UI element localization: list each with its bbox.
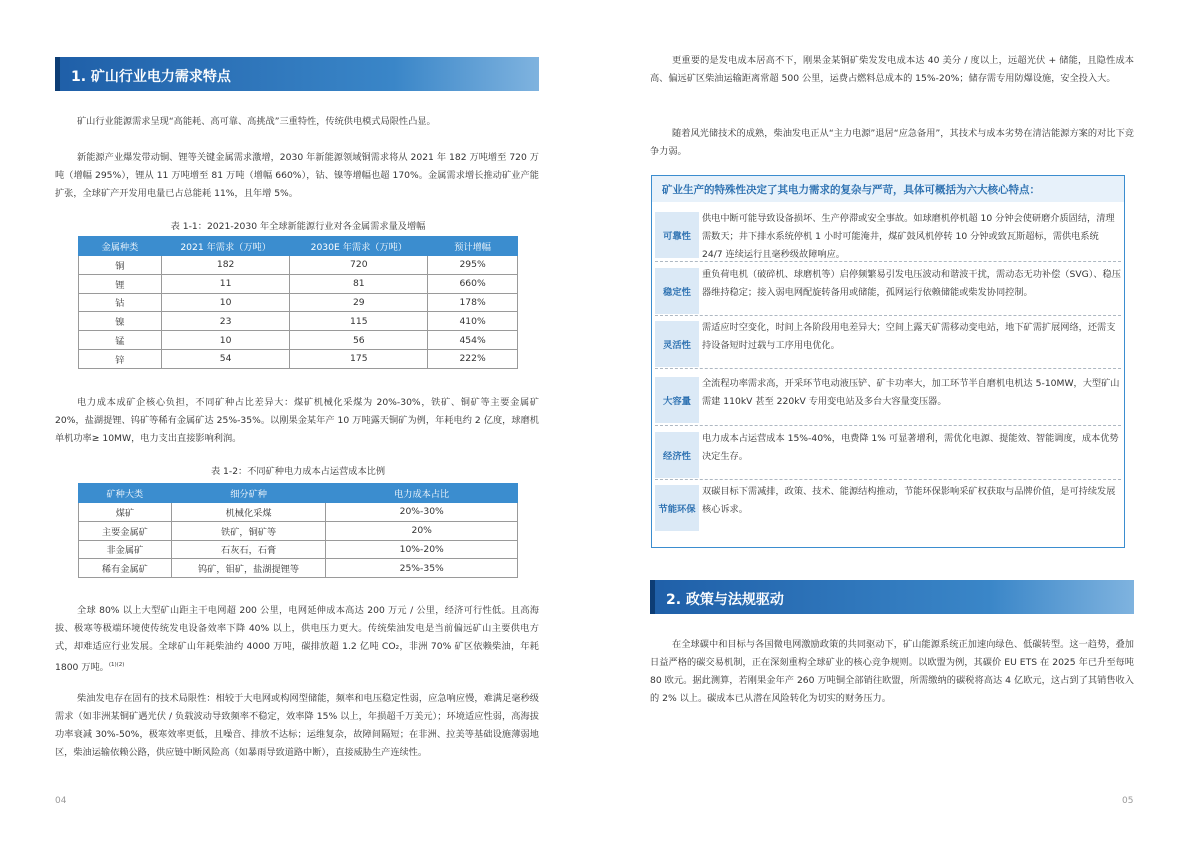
feature-divider — [655, 368, 1121, 369]
table-cell: 10 — [161, 293, 290, 312]
table-cell: 稀有金属矿 — [79, 559, 172, 578]
column-header: 电力成本占比 — [326, 484, 518, 503]
table-row — [79, 312, 518, 331]
feature-row — [652, 481, 1124, 533]
table-row — [79, 521, 518, 540]
table-row — [79, 274, 518, 293]
table-cell: 非金属矿 — [79, 540, 172, 559]
page-number: 05 — [1122, 796, 1134, 806]
table-cell: 222% — [428, 349, 518, 368]
section-title-1 — [55, 57, 539, 91]
table1-caption: 表 1-1：2021-2030 年全球新能源行业对各金属需求量及增幅 — [170, 221, 426, 232]
table-cell: 660% — [428, 274, 518, 293]
feature-row — [652, 373, 1124, 424]
table-cell: 175 — [290, 349, 428, 368]
section-title-2 — [650, 580, 1134, 614]
feature-label: 稳定性 — [655, 268, 699, 314]
feature-row — [652, 317, 1124, 367]
column-header: 金属种类 — [79, 237, 162, 256]
table-cell: 410% — [428, 312, 518, 331]
table-cell: 25%-35% — [326, 559, 518, 578]
feature-divider — [655, 315, 1121, 316]
table-row — [79, 349, 518, 368]
table2-caption: 表 1-2：不同矿种电力成本占运营成本比例 — [210, 466, 386, 477]
feature-divider — [655, 479, 1121, 480]
feature-row — [652, 428, 1124, 478]
diesel-cost-paragraph: 更重要的是发电成本居高不下，刚果金某铜矿柴发发电成本达 40 美分 / 度以上，远超光伏 + 储能，且隐性成本高、偏远矿区柴油运输距离常超 500 公里，运费占燃料总成本的 15%-20%；储存需专用防爆设施，安全投入大。 — [650, 55, 1134, 84]
table-cell: 20% — [326, 521, 518, 540]
table-cell: 锰 — [79, 331, 162, 350]
table-cell: 178% — [428, 293, 518, 312]
feature-text: 重负荷电机（破碎机、球磨机等）启停频繁易引发电压波动和谐波干扰，需动态无功补偿（SVG）、稳压器维持稳定；接入弱电网配旋转备用或储能，孤网运行依赖储能或柴发协同控制。 — [702, 269, 1121, 298]
table-cell: 10 — [161, 331, 290, 350]
core-features-box — [651, 175, 1125, 548]
feature-text: 需适应时空变化，时间上各阶段用电差异大；空间上露天矿需移动变电站，地下矿需扩展网络，还需支持设备短时过载与工序用电优化。 — [702, 322, 1116, 351]
policy-paragraph: 在全球碳中和目标与各国微电网激励政策的共同驱动下，矿山能源系统正加速向绿色、低碳转型。这一趋势，叠加日益严格的碳交易机制，正在深刻重构全球矿业的核心竞争规则。以欧盟为例，其碳价 EU ETS 在 2025 年已升至每吨 80 欧元。据此测算，若刚果金年产 260 万吨铜全部销往欧盟，所需缴纳的碳税将高达 4 亿欧元，这占到了其销售收入的 2% 以上。碳成本已从潜在风险转化为切实的财务压力。 — [650, 639, 1134, 704]
section-title-text: 2. 政策与法规驱动 — [666, 592, 784, 608]
table-row — [79, 293, 518, 312]
table-cell: 锌 — [79, 349, 162, 368]
table-header-row — [79, 237, 518, 256]
column-header: 2021 年需求（万吨） — [161, 237, 290, 256]
feature-label: 灵活性 — [655, 321, 699, 367]
table-cell: 煤矿 — [79, 503, 172, 522]
table-cell: 81 — [290, 274, 428, 293]
feature-divider — [655, 261, 1121, 262]
feature-text: 电力成本占运营成本 15%-40%，电费降 1% 可显著增利，需优化电源、提能效、智能调度，成本优势决定生存。 — [702, 433, 1119, 462]
table-cell: 295% — [428, 256, 518, 275]
table-row — [79, 540, 518, 559]
right-page — [595, 0, 1190, 841]
features-heading: 矿业生产的特殊性决定了其电力需求的复杂与严苛，具体可概括为六大核心特点： — [652, 176, 1124, 202]
intro-paragraph: 矿山行业能源需求呈现“高能耗、高可靠、高挑战”三重特性，传统供电模式局限性凸显。 — [77, 116, 436, 127]
cost-paragraph: 电力成本成矿企核心负担，不同矿种占比差异大：煤矿机械化采煤为 20%-30%，铁矿、铜矿等主要金属矿 20%，盐湖提锂、钨矿等稀有金属矿达 25%-35%。以刚果金某年产 10 万吨露天铜矿为例，年耗电约 2 亿度，球磨机单机功率≥ 10MW，电力支出直接影响利润。 — [55, 397, 539, 444]
table-cell: 钨矿，钼矿，盐湖提锂等 — [171, 559, 326, 578]
table-row — [79, 503, 518, 522]
diesel-paragraph: 柴油发电存在固有的技术局限性：相较于大电网或构网型储能，频率和电压稳定性弱，应急响应慢，难满足毫秒级需求（如非洲某铜矿遇光伏 / 负载波动导致频率不稳定，效率降 15% 以上，年损超千万美元）；环境适应性弱，高海拔功率衰减 30%-50%，极寒效率更低，且噪音、排放不达标；运维复杂，故障间隔短；在非洲、拉美等基础设施薄弱地区，柴油运输依赖公路，供应链中断风险高（如暴雨导致道路中断），直接威胁生产连续性。 — [55, 693, 539, 758]
table-cell: 铜 — [79, 256, 162, 275]
table-row — [79, 559, 518, 578]
grid-paragraph-text: 全球 80% 以上大型矿山距主干电网超 200 公里，电网延伸成本高达 200 万元 / 公里，经济可行性低。且高海拔、极寒等极端环境使传统发电设备效率下降 40% 以上，供电压力更大。传统柴油发电是当前偏远矿山主要供电方式，却难适应行业发展。全球矿山年耗柴油约 4000 万吨，碳排放超 1.2 亿吨 CO₂，非洲 70% 矿区依赖柴油，年耗 1800 万吨。 — [55, 605, 539, 674]
table-row — [79, 331, 518, 350]
feature-row — [652, 208, 1124, 260]
feature-label: 可靠性 — [655, 212, 699, 258]
table-cell: 主要金属矿 — [79, 521, 172, 540]
feature-text: 供电中断可能导致设备损坏、生产停滞或安全事故。如球磨机停机超 10 分钟会使研磨介质固结，清理需数天；井下排水系统停机 1 小时可能淹井，煤矿鼓风机停转 10 分钟或致瓦斯超标，需供电系统 24/7 连续运行且毫秒级故障响应。 — [702, 213, 1115, 260]
feature-label: 经济性 — [655, 432, 699, 478]
table-cell: 54 — [161, 349, 290, 368]
table-cell: 铁矿，铜矿等 — [171, 521, 326, 540]
feature-divider — [655, 425, 1121, 426]
table-cell: 29 — [290, 293, 428, 312]
grid-paragraph — [55, 602, 539, 677]
feature-text: 双碳目标下需减排，政策、技术、能源结构推动，节能环保影响采矿权获取与品牌价值，是可持续发展核心诉求。 — [702, 486, 1116, 515]
page-number: 04 — [55, 796, 67, 806]
power-cost-table — [78, 483, 518, 578]
table-cell: 454% — [428, 331, 518, 350]
column-header: 细分矿种 — [171, 484, 326, 503]
feature-text: 全流程功率需求高，开采环节电动液压铲、矿卡功率大，加工环节半自磨机电机达 5-10MW，大型矿山需建 110kV 甚至 220kV 专用变电站及多台大容量变压器。 — [702, 378, 1120, 407]
table-cell: 11 — [161, 274, 290, 293]
table-cell: 115 — [290, 312, 428, 331]
metal-demand-table — [78, 236, 518, 369]
table-cell: 10%-20% — [326, 540, 518, 559]
table-cell: 镍 — [79, 312, 162, 331]
column-header: 2030E 年需求（万吨） — [290, 237, 428, 256]
table-cell: 182 — [161, 256, 290, 275]
table-cell: 56 — [290, 331, 428, 350]
feature-label: 大容量 — [655, 377, 699, 423]
section-title-text: 1. 矿山行业电力需求特点 — [71, 69, 231, 85]
metals-paragraph: 新能源产业爆发带动铜、锂等关键金属需求激增，2030 年新能源领域铜需求将从 2021 年 182 万吨增至 720 万吨（增幅 295%），锂从 11 万吨增至 81 万吨（增幅 660%），钴、镍等增幅也超 170%。金属需求增长推动矿业产能扩张，全球矿产开发用电量已占总能耗 11%，且年增 5%。 — [55, 152, 539, 199]
feature-row — [652, 264, 1124, 314]
table-header-row — [79, 484, 518, 503]
table-row — [79, 256, 518, 275]
feature-label: 节能环保 — [655, 485, 699, 531]
table-cell: 钴 — [79, 293, 162, 312]
column-header: 预计增幅 — [428, 237, 518, 256]
transition-paragraph: 随着风光储技术的成熟，柴油发电正从“主力电源”退居“应急备用”，其技术与成本劣势在清洁能源方案的对比下竞争力弱。 — [650, 128, 1134, 157]
table-cell: 石灰石，石膏 — [171, 540, 326, 559]
table-cell: 23 — [161, 312, 290, 331]
table-cell: 机械化采煤 — [171, 503, 326, 522]
column-header: 矿种大类 — [79, 484, 172, 503]
table-cell: 720 — [290, 256, 428, 275]
table-cell: 20%-30% — [326, 503, 518, 522]
table-cell: 锂 — [79, 274, 162, 293]
footnote-refs: (1)(2) — [108, 662, 125, 668]
